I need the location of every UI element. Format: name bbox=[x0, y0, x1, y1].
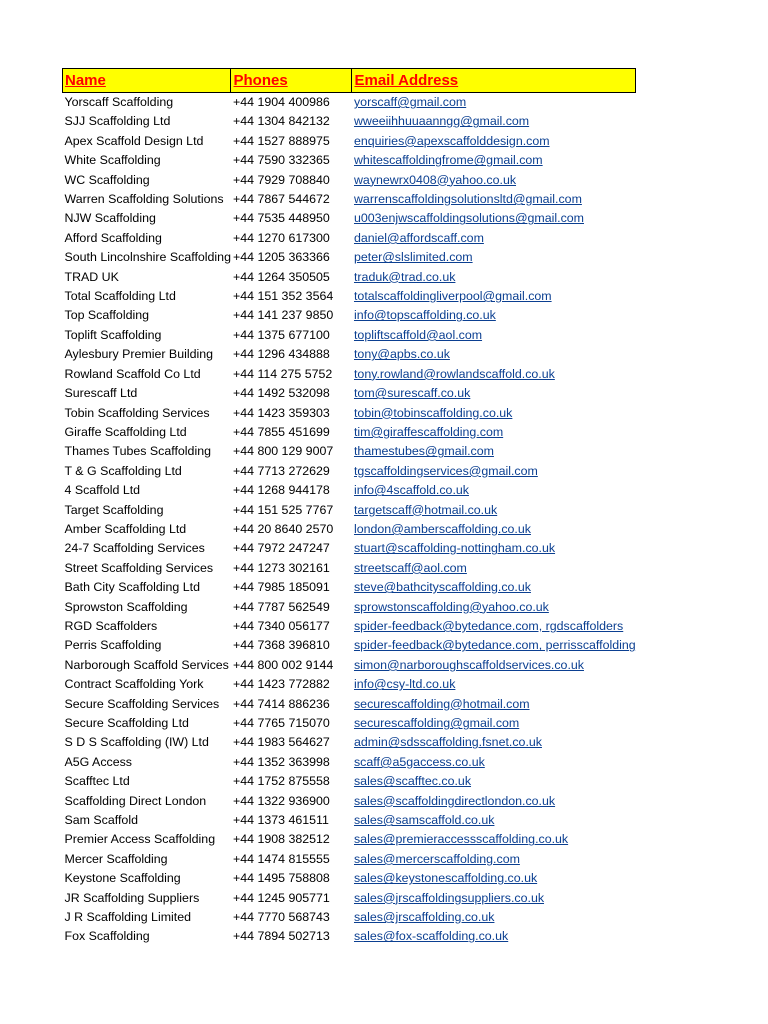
table-row bbox=[63, 384, 636, 403]
phone-cell[interactable]: +44 1983 564627 bbox=[232, 735, 330, 750]
company-name-cell[interactable]: Aylesbury Premier Building bbox=[64, 347, 214, 362]
table-row bbox=[63, 151, 636, 170]
phone-cell[interactable]: +44 1492 532098 bbox=[232, 386, 330, 401]
company-name-cell[interactable]: 4 Scaffold Ltd bbox=[64, 483, 141, 498]
email-cell[interactable] bbox=[352, 927, 636, 946]
phone-cell[interactable]: +44 151 525 7767 bbox=[232, 502, 334, 517]
company-name-cell[interactable]: Perris Scaffolding bbox=[64, 638, 162, 653]
table-row bbox=[63, 501, 636, 520]
email-link[interactable]: stuart@scaffolding-nottingham.co.uk bbox=[353, 541, 556, 556]
email-cell[interactable] bbox=[352, 229, 636, 248]
table-row bbox=[63, 462, 636, 481]
phone-cell[interactable]: +44 1245 905771 bbox=[232, 890, 330, 905]
table-row bbox=[63, 598, 636, 617]
phone-cell[interactable]: +44 7855 451699 bbox=[232, 424, 330, 439]
email-link[interactable]: sales@keystonescaffolding.co.uk bbox=[353, 871, 538, 886]
phone-cell[interactable]: +44 20 8640 2570 bbox=[232, 521, 334, 536]
company-name-cell[interactable]: Narborough Scaffold Services bbox=[64, 657, 229, 672]
table-row bbox=[63, 520, 636, 539]
phone-cell[interactable]: +44 1270 617300 bbox=[232, 230, 330, 245]
company-name-cell[interactable]: Mercer Scaffolding bbox=[64, 851, 168, 866]
email-cell[interactable] bbox=[352, 636, 636, 655]
company-name-cell[interactable]: 24-7 Scaffolding Services bbox=[64, 541, 205, 556]
header-email[interactable]: Email Address bbox=[352, 69, 636, 93]
email-link[interactable]: tom@surescaff.co.uk bbox=[353, 386, 471, 401]
email-link[interactable]: info@4scaffold.co.uk bbox=[353, 483, 469, 498]
phone-cell[interactable]: +44 1205 363366 bbox=[232, 250, 330, 265]
table-row bbox=[63, 93, 636, 113]
table-row bbox=[63, 617, 636, 636]
email-cell[interactable] bbox=[352, 520, 636, 539]
email-link[interactable]: spider-feedback@bytedance.com, rgdscaffolders bbox=[353, 618, 624, 633]
email-cell[interactable] bbox=[352, 306, 636, 325]
phone-cell[interactable]: +44 1904 400986 bbox=[232, 95, 330, 109]
email-cell[interactable] bbox=[352, 209, 636, 228]
table-row bbox=[63, 248, 636, 267]
table-row bbox=[63, 423, 636, 442]
company-name-cell[interactable]: White Scaffolding bbox=[64, 153, 161, 168]
company-name-cell[interactable]: Total Scaffolding Ltd bbox=[64, 289, 176, 304]
phone-cell[interactable]: +44 1322 936900 bbox=[232, 793, 330, 808]
company-name-cell[interactable]: Bath City Scaffolding Ltd bbox=[64, 580, 200, 595]
phone-cell[interactable]: +44 7894 502713 bbox=[232, 929, 330, 944]
company-name-cell[interactable]: Fox Scaffolding bbox=[64, 929, 150, 944]
company-name-cell[interactable]: Warren Scaffolding Solutions bbox=[64, 192, 224, 207]
email-link[interactable]: wweeiihhuuaanngg@gmail.com bbox=[353, 114, 530, 129]
company-name-cell[interactable]: Giraffe Scaffolding Ltd bbox=[64, 424, 187, 439]
email-link[interactable]: tobin@tobinscaffolding.co.uk bbox=[353, 405, 513, 420]
email-cell[interactable] bbox=[352, 869, 636, 888]
table-row bbox=[63, 287, 636, 306]
email-link[interactable]: peter@slslimited.com bbox=[353, 250, 473, 265]
header-name[interactable]: Name bbox=[63, 69, 231, 93]
company-name-cell[interactable]: Toplift Scaffolding bbox=[64, 327, 162, 342]
email-link[interactable]: steve@bathcityscaffolding.co.uk bbox=[353, 580, 531, 595]
company-name-cell[interactable]: Surescaff Ltd bbox=[64, 386, 138, 401]
email-link[interactable]: sales@fox-scaffolding.co.uk bbox=[353, 929, 509, 944]
table-row bbox=[63, 733, 636, 752]
phone-cell[interactable]: +44 1527 888975 bbox=[232, 133, 330, 148]
phone-cell[interactable]: +44 1495 758808 bbox=[232, 871, 330, 886]
table-row bbox=[63, 365, 636, 384]
email-cell[interactable] bbox=[352, 695, 636, 714]
email-cell[interactable] bbox=[352, 423, 636, 442]
phone-cell[interactable]: +44 1304 842132 bbox=[232, 114, 330, 129]
company-name-cell[interactable]: Rowland Scaffold Co Ltd bbox=[64, 366, 201, 381]
table-row bbox=[63, 850, 636, 869]
email-cell[interactable] bbox=[352, 656, 636, 675]
table-row bbox=[63, 811, 636, 830]
phone-cell[interactable]: +44 7414 886236 bbox=[232, 696, 330, 711]
company-name-cell[interactable]: Yorscaff Scaffolding bbox=[64, 95, 174, 109]
email-cell[interactable] bbox=[352, 112, 636, 131]
email-cell[interactable] bbox=[352, 714, 636, 733]
email-link[interactable]: yorscaff@gmail.com bbox=[353, 95, 467, 109]
company-name-cell[interactable]: JR Scaffolding Suppliers bbox=[64, 890, 200, 905]
email-cell[interactable] bbox=[352, 326, 636, 345]
phone-cell[interactable]: +44 1908 382512 bbox=[232, 832, 330, 847]
table-row bbox=[63, 675, 636, 694]
email-cell[interactable] bbox=[352, 442, 636, 461]
email-cell[interactable] bbox=[352, 384, 636, 403]
email-link[interactable]: u003enjwscaffoldingsolutions@gmail.com bbox=[353, 211, 584, 226]
table-row bbox=[63, 927, 636, 946]
email-cell[interactable] bbox=[352, 675, 636, 694]
phone-cell[interactable]: +44 7867 544672 bbox=[232, 192, 330, 207]
phone-cell[interactable]: +44 7535 448950 bbox=[232, 211, 330, 226]
company-name-cell[interactable]: Tobin Scaffolding Services bbox=[64, 405, 210, 420]
phone-cell[interactable]: +44 7713 272629 bbox=[232, 463, 330, 478]
phone-cell[interactable]: +44 1264 350505 bbox=[232, 269, 330, 284]
email-link[interactable]: sales@mercerscaffolding.com bbox=[353, 851, 520, 866]
company-name-cell[interactable]: SJJ Scaffolding Ltd bbox=[64, 114, 171, 129]
phone-cell[interactable]: +44 1752 875558 bbox=[232, 774, 330, 789]
email-cell[interactable] bbox=[352, 93, 636, 113]
email-cell[interactable] bbox=[352, 811, 636, 830]
table-row bbox=[63, 830, 636, 849]
email-link[interactable]: sales@jrscaffoldingsuppliers.co.uk bbox=[353, 890, 545, 905]
email-link[interactable]: tim@giraffescaffolding.com bbox=[353, 424, 504, 439]
company-name-cell[interactable]: Secure Scaffolding Ltd bbox=[64, 716, 189, 730]
table-row bbox=[63, 345, 636, 364]
phone-cell[interactable]: +44 7985 185091 bbox=[232, 580, 330, 595]
email-cell[interactable] bbox=[352, 345, 636, 364]
header-row bbox=[63, 69, 636, 93]
company-name-cell[interactable]: Keystone Scaffolding bbox=[64, 871, 181, 886]
email-cell[interactable] bbox=[352, 908, 636, 927]
email-link[interactable]: sales@scaffoldingdirectlondon.co.uk bbox=[353, 793, 556, 808]
email-link[interactable]: traduk@trad.co.uk bbox=[353, 269, 456, 284]
company-name-cell[interactable]: RGD Scaffolders bbox=[64, 618, 158, 633]
email-link[interactable]: warrenscaffoldingsolutionsltd@gmail.com bbox=[353, 192, 582, 207]
email-link[interactable]: sprowstonscaffolding@yahoo.co.uk bbox=[353, 599, 549, 614]
phone-cell[interactable]: +44 800 129 9007 bbox=[232, 444, 334, 459]
phone-cell[interactable]: +44 151 352 3564 bbox=[232, 289, 334, 304]
table-row bbox=[63, 714, 636, 733]
phone-cell[interactable]: +44 1352 363998 bbox=[232, 754, 330, 769]
company-name-cell[interactable]: Sprowston Scaffolding bbox=[64, 599, 188, 614]
company-name-cell[interactable]: NJW Scaffolding bbox=[64, 211, 156, 226]
email-cell[interactable] bbox=[352, 481, 636, 500]
email-cell[interactable] bbox=[352, 772, 636, 791]
phone-cell[interactable]: +44 7972 247247 bbox=[232, 541, 330, 556]
table-row bbox=[63, 656, 636, 675]
email-cell[interactable] bbox=[352, 287, 636, 306]
email-cell[interactable] bbox=[352, 132, 636, 151]
company-name-cell[interactable]: Apex Scaffold Design Ltd bbox=[64, 133, 204, 148]
header-phones[interactable]: Phones bbox=[231, 69, 352, 93]
company-name-cell[interactable]: Sam Scaffold bbox=[64, 813, 138, 828]
table-row bbox=[63, 442, 636, 461]
company-name-cell[interactable]: WC Scaffolding bbox=[64, 172, 150, 187]
email-cell[interactable] bbox=[352, 753, 636, 772]
table-row bbox=[63, 190, 636, 209]
email-link[interactable]: thamestubes@gmail.com bbox=[353, 444, 494, 459]
email-cell[interactable] bbox=[352, 578, 636, 597]
table-row bbox=[63, 268, 636, 287]
table-row bbox=[63, 481, 636, 500]
table-body bbox=[63, 93, 636, 947]
email-cell[interactable] bbox=[352, 501, 636, 520]
company-name-cell[interactable]: Secure Scaffolding Services bbox=[64, 696, 220, 711]
email-link[interactable]: targetscaff@hotmail.co.uk bbox=[353, 502, 498, 517]
email-link[interactable]: tony.rowland@rowlandscaffold.co.uk bbox=[353, 366, 555, 381]
email-cell[interactable] bbox=[352, 365, 636, 384]
table-row bbox=[63, 306, 636, 325]
company-name-cell[interactable]: Amber Scaffolding Ltd bbox=[64, 521, 187, 536]
email-cell[interactable] bbox=[352, 889, 636, 908]
phone-cell[interactable]: +44 1273 302161 bbox=[232, 560, 330, 575]
table-row bbox=[63, 229, 636, 248]
email-cell[interactable] bbox=[352, 598, 636, 617]
email-cell[interactable] bbox=[352, 171, 636, 190]
email-link[interactable]: sales@jrscaffolding.co.uk bbox=[353, 910, 495, 925]
table-row bbox=[63, 869, 636, 888]
email-cell[interactable] bbox=[352, 559, 636, 578]
email-cell[interactable] bbox=[352, 733, 636, 752]
phone-cell[interactable]: +44 1373 461511 bbox=[232, 813, 329, 828]
email-cell[interactable] bbox=[352, 190, 636, 209]
email-link[interactable]: admin@sdsscaffolding.fsnet.co.uk bbox=[353, 735, 542, 750]
email-cell[interactable] bbox=[352, 404, 636, 423]
email-cell[interactable] bbox=[352, 792, 636, 811]
table-row bbox=[63, 908, 636, 927]
table-row bbox=[63, 171, 636, 190]
company-name-cell[interactable]: S D S Scaffolding (IW) Ltd bbox=[64, 735, 209, 750]
table-row bbox=[63, 112, 636, 131]
table-row bbox=[63, 209, 636, 228]
company-name-cell[interactable]: A5G Access bbox=[64, 754, 132, 769]
phone-cell[interactable]: +44 1423 359303 bbox=[232, 405, 330, 420]
phone-cell[interactable]: +44 7787 562549 bbox=[232, 599, 330, 614]
email-cell[interactable] bbox=[352, 462, 636, 481]
email-cell[interactable] bbox=[352, 830, 636, 849]
email-link[interactable]: info@csy-ltd.co.uk bbox=[353, 677, 456, 692]
table-row bbox=[63, 695, 636, 714]
email-link[interactable]: simon@narboroughscaffoldservices.co.uk bbox=[353, 657, 584, 672]
phone-cell[interactable]: +44 1423 772882 bbox=[232, 677, 330, 692]
company-name-cell[interactable]: Afford Scaffolding bbox=[64, 230, 162, 245]
email-link[interactable]: sales@samscaffold.co.uk bbox=[353, 813, 495, 828]
company-name-cell[interactable]: Thames Tubes Scaffolding bbox=[64, 444, 211, 459]
company-name-cell[interactable]: TRAD UK bbox=[64, 269, 119, 284]
email-cell[interactable] bbox=[352, 268, 636, 287]
phone-cell[interactable]: +44 1474 815555 bbox=[232, 851, 330, 866]
phone-cell[interactable]: +44 7765 715070 bbox=[232, 716, 330, 730]
email-cell[interactable] bbox=[352, 151, 636, 170]
company-name-cell[interactable]: Street Scaffolding Services bbox=[64, 560, 214, 575]
phone-cell[interactable]: +44 7590 332365 bbox=[232, 153, 330, 168]
table-row bbox=[63, 404, 636, 423]
phone-cell[interactable]: +44 1268 944178 bbox=[232, 483, 330, 498]
email-cell[interactable] bbox=[352, 539, 636, 558]
company-name-cell[interactable]: Premier Access Scaffolding bbox=[64, 832, 216, 847]
email-link[interactable]: tgscaffoldingservices@gmail.com bbox=[353, 463, 538, 478]
email-link[interactable]: waynewrx0408@yahoo.co.uk bbox=[353, 172, 517, 187]
phone-cell[interactable]: +44 7929 708840 bbox=[232, 172, 330, 187]
company-name-cell[interactable]: Scaffolding Direct London bbox=[64, 793, 207, 808]
company-name-cell[interactable]: South Lincolnshire Scaffolding bbox=[64, 250, 231, 265]
table-row bbox=[63, 889, 636, 908]
table-row bbox=[63, 753, 636, 772]
email-link[interactable]: sales@scafftec.co.uk bbox=[353, 774, 472, 789]
email-link[interactable]: whitescaffoldingfrome@gmail.com bbox=[353, 153, 543, 168]
email-link[interactable]: daniel@affordscaff.com bbox=[353, 230, 484, 245]
table-row bbox=[63, 636, 636, 655]
phone-cell[interactable]: +44 1296 434888 bbox=[232, 347, 330, 362]
email-cell[interactable] bbox=[352, 850, 636, 869]
phone-cell[interactable]: +44 7770 568743 bbox=[232, 910, 330, 925]
table-row bbox=[63, 772, 636, 791]
table-row bbox=[63, 326, 636, 345]
email-link[interactable]: totalscaffoldingliverpool@gmail.com bbox=[353, 289, 552, 304]
contacts-table bbox=[62, 68, 636, 947]
email-link[interactable]: topliftscaffold@aol.com bbox=[353, 327, 483, 342]
email-link[interactable]: streetscaff@aol.com bbox=[353, 560, 467, 575]
table-row bbox=[63, 792, 636, 811]
table-row bbox=[63, 132, 636, 151]
phone-cell[interactable]: +44 7368 396810 bbox=[232, 638, 330, 653]
email-link[interactable]: sales@premieraccessscaffolding.co.uk bbox=[353, 832, 569, 847]
email-link[interactable]: spider-feedback@bytedance.com, perrisscaffolding bbox=[353, 638, 636, 653]
phone-cell[interactable]: +44 1375 677100 bbox=[232, 327, 330, 342]
phone-cell[interactable]: +44 114 275 5752 bbox=[232, 366, 333, 381]
email-link[interactable]: securescaffolding@gmail.com bbox=[353, 716, 520, 730]
table-row bbox=[63, 578, 636, 597]
company-name-cell[interactable]: Contract Scaffolding York bbox=[64, 677, 204, 692]
phone-cell[interactable]: +44 7340 056177 bbox=[232, 618, 330, 633]
company-name-cell[interactable]: Scafftec Ltd bbox=[64, 774, 130, 789]
email-cell[interactable] bbox=[352, 248, 636, 267]
phone-cell[interactable]: +44 800 002 9144 bbox=[232, 657, 334, 672]
email-cell[interactable] bbox=[352, 617, 636, 636]
email-link[interactable]: scaff@a5gaccess.co.uk bbox=[353, 754, 485, 769]
company-name-cell[interactable]: Target Scaffolding bbox=[64, 502, 164, 517]
email-link[interactable]: securescaffolding@hotmail.com bbox=[353, 696, 530, 711]
company-name-cell[interactable]: T & G Scaffolding Ltd bbox=[64, 463, 182, 478]
table-row bbox=[63, 559, 636, 578]
phone-cell[interactable]: +44 141 237 9850 bbox=[232, 308, 334, 323]
company-name-cell[interactable]: J R Scaffolding Limited bbox=[64, 910, 191, 925]
company-name-cell[interactable]: Top Scaffolding bbox=[64, 308, 150, 323]
email-link[interactable]: info@topscaffolding.co.uk bbox=[353, 308, 496, 323]
email-link[interactable]: tony@apbs.co.uk bbox=[353, 347, 450, 362]
table-row bbox=[63, 539, 636, 558]
email-link[interactable]: london@amberscaffolding.co.uk bbox=[353, 521, 531, 536]
email-link[interactable]: enquiries@apexscaffolddesign.com bbox=[353, 133, 550, 148]
